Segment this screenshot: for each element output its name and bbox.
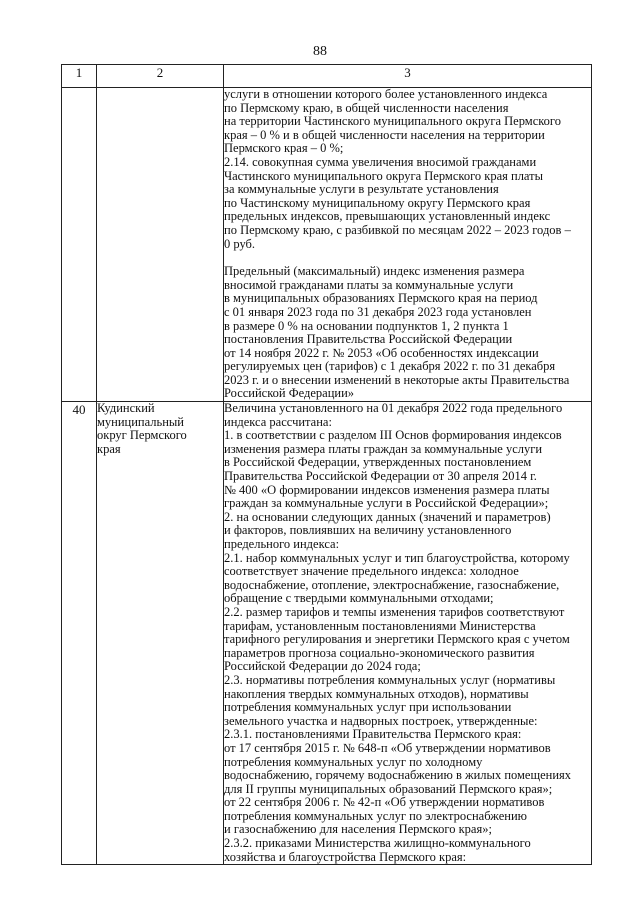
text-line: от 17 сентября 2015 г. № 648-п «Об утверждении нормативов: [224, 741, 551, 755]
header-col-1: 1: [62, 65, 97, 88]
text-line: граждан за коммунальные услуги в Российской Федерации»;: [224, 497, 549, 511]
text-line: Российской Федерации»: [224, 387, 355, 401]
table-row-40: [62, 402, 592, 865]
table-header-row: [62, 65, 592, 88]
text-line: № 400 «О формировании индексов изменения размера платы: [224, 483, 550, 497]
text-line: Правительства Российской Федерации от 30 апреля 2014 г.: [224, 470, 537, 484]
text-line: 2023 г. и о внесении изменений в некоторые акты Правительства: [224, 373, 570, 387]
text-line: 2.3.1. постановлениями Правительства Пермского края:: [224, 728, 522, 742]
text-line: соответствует значение предельного индекса: холодное: [224, 565, 519, 579]
text-line: водоснабжению, горячему водоснабжению в жилых помещениях: [224, 769, 572, 783]
text-line: накопления твердых коммунальных отходов), нормативы: [224, 687, 529, 701]
text-line: по Пермскому краю, в общей численности населения: [224, 101, 509, 115]
row-content: [224, 402, 592, 865]
text-line: потребления коммунальных услуг при использовании: [224, 701, 512, 715]
text-line: вносимой гражданами платы за коммунальные услуги: [224, 278, 514, 292]
row-number: 40: [62, 402, 97, 865]
text-line: 2. на основании следующих данных (значений и параметров): [224, 510, 551, 524]
text-line: от 22 сентября 2006 г. № 42-п «Об утверждении нормативов: [224, 796, 545, 810]
text-line: потребления коммунальных услуг по электроснабжению: [224, 809, 527, 823]
text-line: в Российской Федерации, утвержденных постановлением: [224, 456, 532, 470]
text-line: Российской Федерации до 2024 года;: [224, 660, 421, 674]
text-line: Кудинский: [97, 402, 155, 416]
header-col-3: 3: [224, 65, 592, 88]
text-line: на территории Частинского муниципального округа Пермского: [224, 115, 561, 129]
text-line: края: [97, 443, 121, 457]
document-table: [61, 64, 592, 865]
text-line: Пермского края – 0 %;: [224, 142, 344, 156]
text-line: 2.3. нормативы потребления коммунальных услуг (нормативы: [224, 673, 556, 687]
text-line: предельного индекса:: [224, 538, 340, 551]
text-line: края – 0 % и в общей численности населения на территории: [224, 128, 545, 142]
text-line: предельных индексов, превышающих установленный индекс: [224, 210, 551, 224]
text-line: регулируемых цен (тарифов) с 1 декабря 2022 г. по 31 декабря: [224, 360, 556, 374]
text-line: Величина установленного на 01 декабря 2022 года предельного: [224, 402, 563, 416]
text-line: Предельный (максимальный) индекс изменения размера: [224, 265, 525, 279]
text-line: обращение с твердыми коммунальными отходами;: [224, 592, 494, 606]
text-line: в размере 0 % на основании подпунктов 1, 2 пункта 1: [224, 319, 509, 333]
row-number: [62, 88, 97, 402]
text-line: с 01 января 2023 года по 31 декабря 2023 года установлен: [224, 305, 532, 319]
text-line: тарифам, установленным постановлениями Министерства: [224, 619, 536, 633]
text-line: округ Пермского: [97, 429, 187, 443]
page-number: 88: [313, 44, 327, 59]
text-line: параметров прогноза социально-экономического развития: [224, 646, 535, 660]
text-line: постановления Правительства Российской Федерации: [224, 333, 513, 347]
region-name: [97, 402, 224, 865]
text-line: и газоснабжению для населения Пермского края»;: [224, 823, 492, 837]
text-line: в муниципальных образованиях Пермского края на период: [224, 292, 538, 306]
text-line: 2.2. размер тарифов и темпы изменения тарифов соответствуют: [224, 605, 565, 619]
text-line: водоснабжение, отопление, электроснабжение, газоснабжение,: [224, 578, 560, 592]
table-row-continued: [62, 88, 592, 402]
text-line: Частинского муниципального округа Пермского края платы: [224, 169, 544, 183]
text-line: по Частинскому муниципальному округу Пермского края: [224, 196, 531, 210]
text-line: [224, 251, 591, 265]
text-line: 2.14. совокупная сумма увеличения вносимой гражданами: [224, 155, 537, 169]
text-line: от 14 ноября 2022 г. № 2053 «Об особенностях индексации: [224, 346, 539, 360]
text-line: и факторов, повлиявших на величину установленного: [224, 524, 512, 538]
text-line: потребления коммунальных услуг по холодному: [224, 755, 483, 769]
text-line: индекса рассчитана:: [224, 415, 332, 429]
text-line: изменения размера платы граждан за коммунальные услуги: [224, 442, 543, 456]
text-line: муниципальный: [97, 415, 184, 429]
text-line: для II группы муниципальных образований Пермского края»;: [224, 782, 553, 796]
header-col-2: 2: [97, 65, 224, 88]
text-line: земельного участка и надворных построек, утвержденные:: [224, 714, 538, 728]
text-line: 2.1. набор коммунальных услуг и тип благоустройства, которому: [224, 551, 570, 565]
text-line: по Пермскому краю, с разбивкой по месяцам 2022 – 2023 годов –: [224, 223, 571, 237]
text-line: услуги в отношении которого более установленного индекса: [224, 88, 548, 101]
row-content: [224, 88, 592, 402]
text-line: за коммунальные услуги в результате установления: [224, 183, 499, 197]
text-line: 1. в соответствии с разделом III Основ формирования индексов: [224, 429, 562, 443]
text-line: хозяйства и благоустройства Пермского края:: [224, 850, 467, 864]
text-line: тарифного регулирования и энергетики Пермского края с учетом: [224, 633, 570, 647]
text-line: 2.3.2. приказами Министерства жилищно-коммунального: [224, 837, 531, 851]
region-name: [97, 88, 224, 402]
text-line: 0 руб.: [224, 237, 256, 251]
